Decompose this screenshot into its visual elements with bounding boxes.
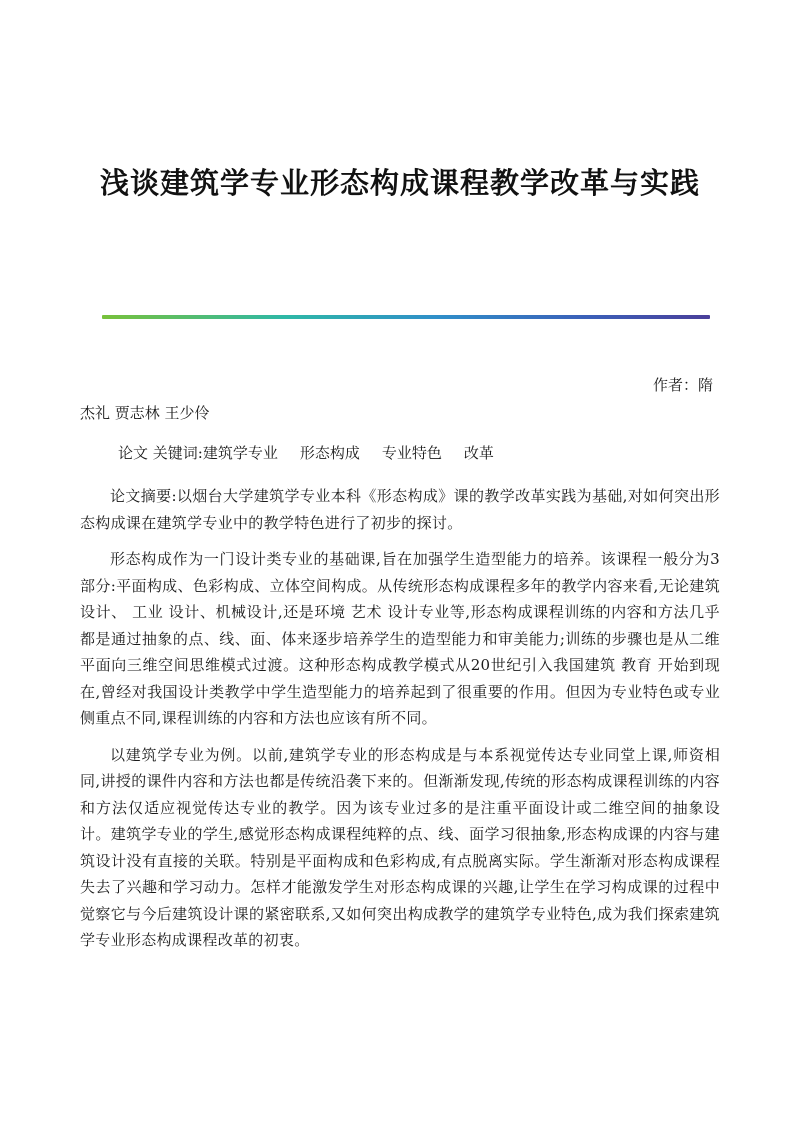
body-paragraph: 以建筑学专业为例。以前,建筑学专业的形态构成是与本系视觉传达专业同堂上课,师资相同,讲授的课件内容和方法也都是传统沿袭下来的。但渐渐发现,传统的形态构成课程训练的内容和方法仅适应视觉传达专业的教学。因为该专业过多的是注重平面设计或二维空间的抽象设计。建筑学专业的学生,感觉形态构成课程纯粹的点、线、面学习很抽象,形态构成课的内容与建筑设计没有直接的关联。特别是平面构成和色彩构成,有点脱离实际。学生渐渐对形态构成课程失去了兴趣和学习动力。怎样才能激发学生对形态构成课的兴趣,让学生在学习构成课的过程中觉察它与今后建筑设计课的紧密联系,又如何突出构成教学的建筑学专业特色,成为我们探索建筑学专业形态构成课程改革的初衷。 xyxy=(80,745,720,949)
title-divider xyxy=(102,315,710,319)
keyword: 改革 xyxy=(463,444,494,462)
document-title: 浅谈建筑学专业形态构成课程教学改革与实践 xyxy=(99,166,700,200)
author-names: 杰礼 贾志林 王少伶 xyxy=(80,404,210,422)
abstract-paragraph: 论文摘要:以烟台大学建筑学专业本科《形态构成》课的教学改革实践为基础,对如何突出形态构成课在建筑学专业中的教学特色进行了初步的探讨。 xyxy=(80,487,720,532)
keywords-label: 论文 关键词: xyxy=(118,444,203,462)
keyword: 专业特色 xyxy=(381,444,442,462)
keyword: 形态构成 xyxy=(299,444,360,462)
author-label: 作者：隋 xyxy=(652,376,713,394)
keyword: 建筑学专业 xyxy=(202,444,278,462)
body-paragraph: 形态构成作为一门设计类专业的基础课,旨在加强学生造型能力的培养。该课程一般分为3部分:平面构成、色彩构成、立体空间构成。从传统形态构成课程多年的教学内容来看,无论建筑设计、 工业 设计、机械设计,还是环境 艺术 设计专业等,形态构成课程训练的内容和方法几乎都是通过抽象的点、线、面、体来逐步培养学生的造型能力和审美能力;训练的步骤也是从二维平面向三维空间思维模式过渡。这种形态构成教学模式从20世纪引入我国建筑 教育 开始到现在,曾经对我国设计类教学中学生造型能力的培养起到了很重要的作用。但因为专业特色或专业侧重点不同,课程训练的内容和方法也应该有所不同。 xyxy=(80,550,720,727)
document-body xyxy=(80,483,720,964)
keywords-line xyxy=(118,442,516,464)
